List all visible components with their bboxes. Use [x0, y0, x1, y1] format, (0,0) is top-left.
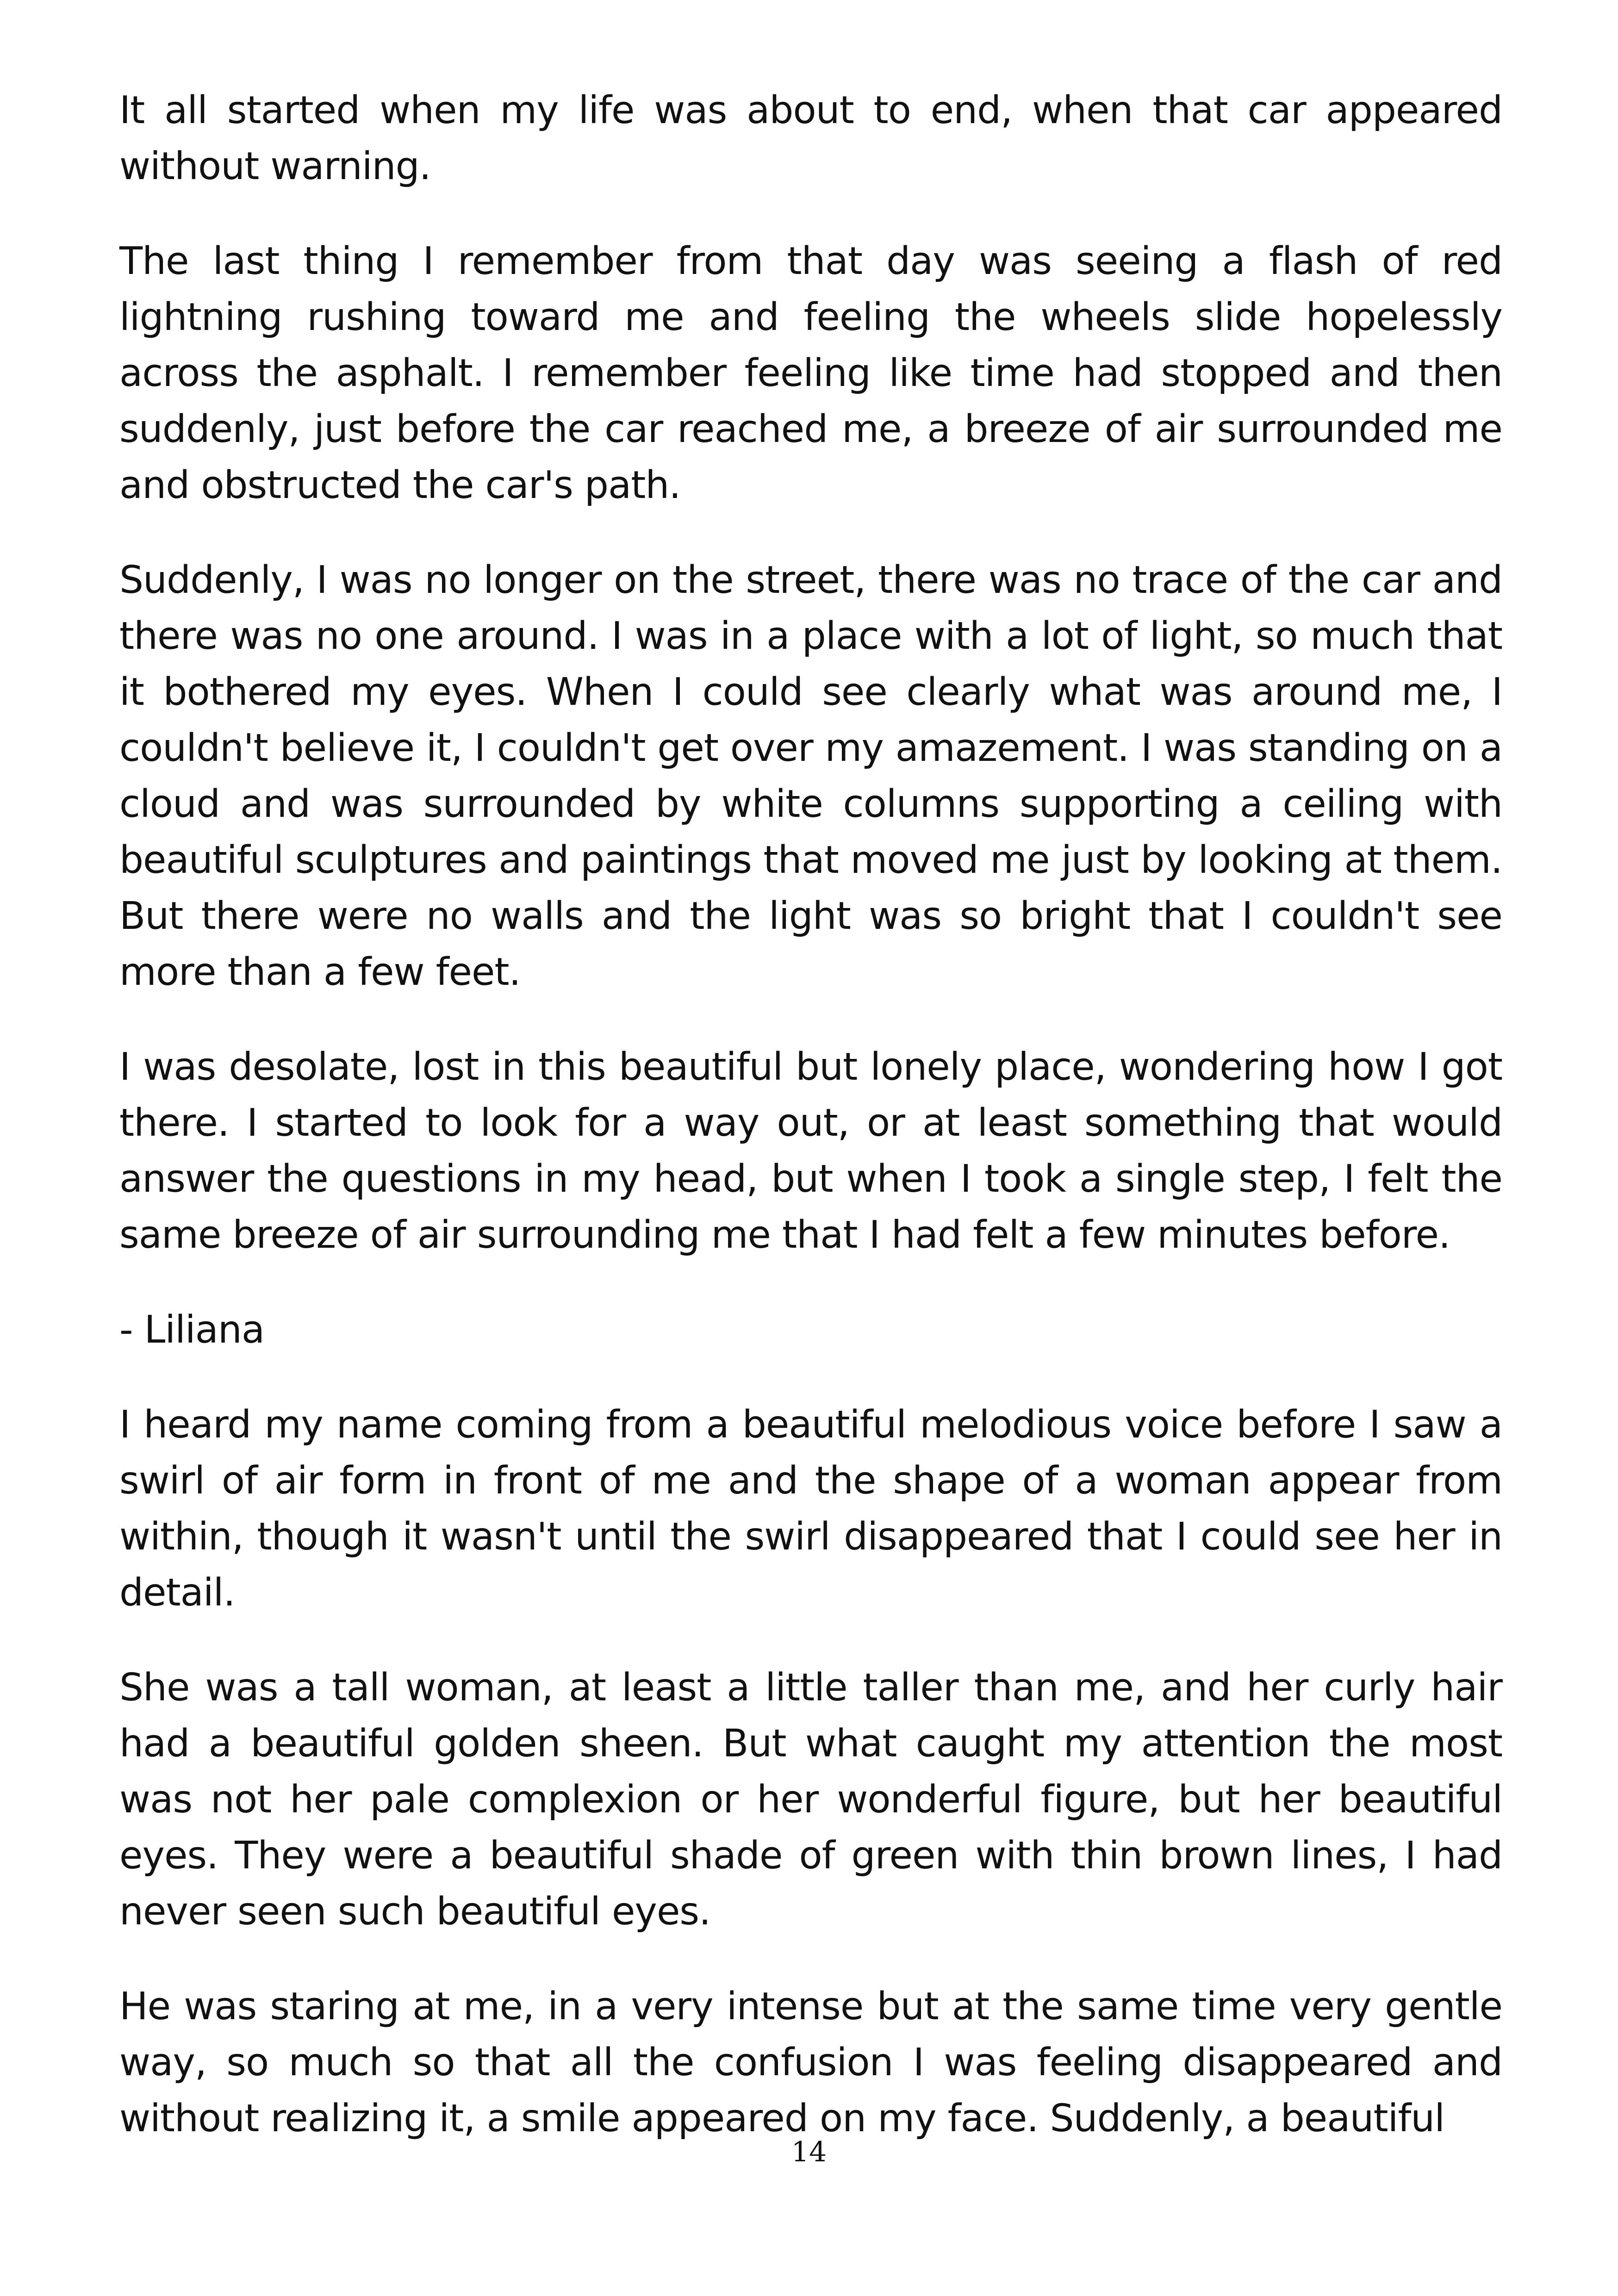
paragraph-4: I was desolate, lost in this beautiful but lonely place, wondering how I got there. I started to look for a way out, or at least something that would answer the questions in my head, but when I took a single step, I felt the same breeze of air surrounding me that I had felt a few minutes before.: [119, 1045, 1502, 1257]
body-text: [119, 82, 1502, 2147]
paragraph-7: She was a tall woman, at least a little taller than me, and her curly hair had a beautiful golden sheen. But what caught my attention the most was not her pale complexion or her wonderful figure, but her beautiful eyes. They were a beautiful shade of green with thin brown lines, I had never seen such beautiful eyes.: [119, 1666, 1502, 1934]
paragraph-8: He was staring at me, in a very intense but at the same time very gentle way, so much so that all the confusion I was feeling disappeared and without realizing it, a smile appeared on my face. Suddenly, a beautiful: [119, 1985, 1502, 2140]
dialogue-line: - Liliana: [119, 1308, 265, 1352]
page-number: 14: [791, 2136, 827, 2168]
paragraph-6: I heard my name coming from a beautiful melodious voice before I saw a swirl of air form in front of me and the shape of a woman appear from within, though it wasn't until the swirl disappeared that I could see her in detail.: [119, 1403, 1502, 1615]
paragraph-3: Suddenly, I was no longer on the street, there was no trace of the car and there was no one around. I was in a place with a lot of light, so much that it bothered my eyes. When I could see clearly what was around me, I couldn't believe it, I couldn't get over my amazement. I was standing on a cloud and was surrounded by white columns supporting a ceiling with beautiful sculptures and paintings that moved me just by looking at them. But there were no walls and the light was so bright that I couldn't see more than a few feet.: [119, 558, 1502, 994]
paragraph-1: It all started when my life was about to end, when that car appeared without warning.: [119, 88, 1502, 188]
paragraph-2: The last thing I remember from that day was seeing a flash of red lightning rushing toward me and feeling the wheels slide hopelessly across the asphalt. I remember feeling like time had stopped and then suddenly, just before the car reached me, a breeze of air surrounded me and obstructed the car's path.: [119, 239, 1502, 507]
